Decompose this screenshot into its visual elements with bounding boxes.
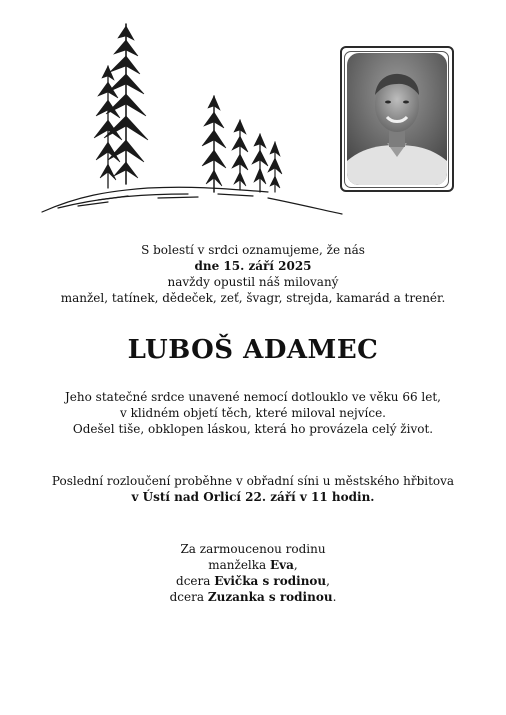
story-line: v klidném objetí těch, které miloval nejvíce. xyxy=(120,406,386,420)
member-name: Eva xyxy=(270,558,294,572)
family-heading: Za zarmoucenou rodinu xyxy=(180,542,326,556)
portrait-frame xyxy=(340,46,454,192)
portrait-photo-icon xyxy=(347,53,447,185)
punctuation: , xyxy=(293,558,298,572)
farewell-info xyxy=(0,473,506,505)
story-paragraph xyxy=(0,389,506,437)
announcement-intro xyxy=(0,242,506,306)
family-signature xyxy=(0,541,506,605)
member-role: dcera xyxy=(176,574,215,588)
intro-line: S bolestí v srdci oznamujeme, že nás xyxy=(141,243,365,257)
punctuation: , xyxy=(326,574,330,588)
death-date: dne 15. září 2025 xyxy=(194,259,312,273)
family-member xyxy=(0,589,506,605)
member-name: Zuzanka s rodinou xyxy=(207,590,333,604)
member-name: Evička s rodinou xyxy=(214,574,327,588)
intro-line: navždy opustil náš milovaný xyxy=(167,275,339,289)
portrait-photo xyxy=(347,53,447,185)
story-line: Odešel tiše, obklopen láskou, která ho provázela celý život. xyxy=(72,422,434,436)
pine-trees-illustration-icon xyxy=(38,16,344,218)
punctuation: . xyxy=(332,590,337,604)
family-member xyxy=(0,573,506,589)
family-member xyxy=(0,557,506,573)
story-line: Jeho statečné srdce unavené nemocí dotlouklo ve věku 66 let, xyxy=(65,390,441,404)
farewell-line: Poslední rozloučení proběhne v obřadní síni u městského hřbitova xyxy=(51,474,455,488)
member-role: dcera xyxy=(169,590,208,604)
farewell-place-time: v Ústí nad Orlicí 22. září v 11 hodin. xyxy=(131,490,375,504)
relations-line: manžel, tatínek, dědeček, zeť, švagr, strejda, kamarád a trenér. xyxy=(60,291,446,305)
deceased-name: LUBOŠ ADAMEC xyxy=(127,335,379,365)
member-role: manželka xyxy=(208,558,271,572)
